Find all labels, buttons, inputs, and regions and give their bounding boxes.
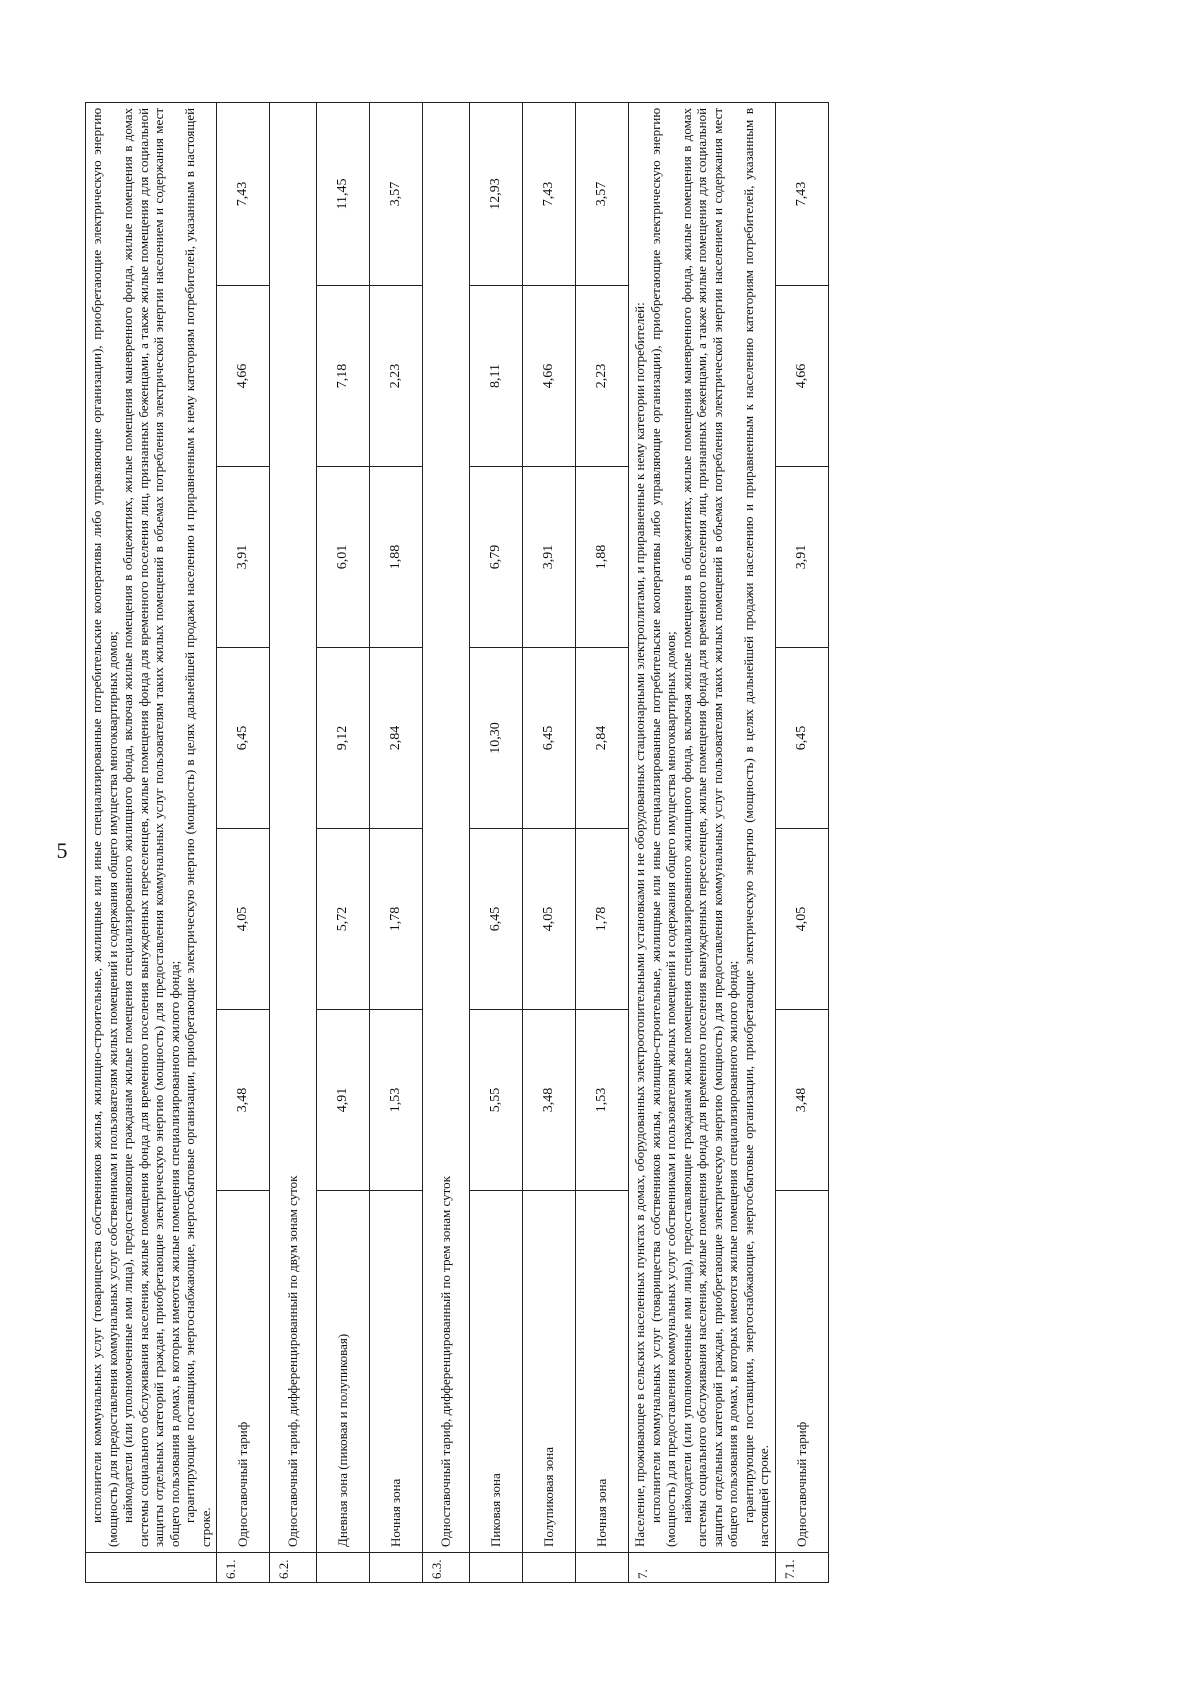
continuation-text xyxy=(86,102,217,1552)
tariff-value: 3,91 xyxy=(775,467,828,648)
tariff-value: 5,55 xyxy=(470,1010,523,1191)
tariff-value: 9,12 xyxy=(317,648,370,829)
table-row xyxy=(576,102,629,1582)
page-number: 5 xyxy=(56,838,68,863)
tariff-value: 3,48 xyxy=(775,1010,828,1191)
paragraph: исполнители коммунальных услуг (товарищества собственников жилья, жилищно-строительные, жилищные или иные специализированные потребительские кооперативы либо управляющие организации), приобретающие электрическую энергию (мощность) для предоставления коммунальных услуг собственникам и пользователям жилых помещений и содержания общего имущества многоквартирных домов; xyxy=(89,107,120,1547)
tariff-name: Пиковая зона xyxy=(470,1191,523,1553)
tariff-value: 1,88 xyxy=(576,467,629,648)
table-row xyxy=(217,102,270,1582)
table-row xyxy=(317,102,370,1582)
table-row xyxy=(775,102,828,1582)
row-number xyxy=(370,1553,423,1583)
tariff-value: 4,66 xyxy=(775,286,828,467)
tariff-value: 6,45 xyxy=(217,648,270,829)
tariff-value: 3,57 xyxy=(370,102,423,285)
tariff-table xyxy=(85,102,829,1583)
table-row xyxy=(270,102,317,1582)
tariff-value: 5,72 xyxy=(317,829,370,1010)
continuation-row xyxy=(86,102,217,1582)
row-number xyxy=(576,1553,629,1583)
row-number: 6.1. xyxy=(217,1553,270,1583)
row-number: 6.3. xyxy=(423,1553,470,1583)
tariff-value: 4,05 xyxy=(523,829,576,1010)
tariff-name: Одноставочный тариф xyxy=(217,1191,270,1553)
table-row xyxy=(423,102,470,1582)
paragraph: наймодатели (или уполномоченные ими лица), предоставляющие гражданам жилые помещения специализированного жилищного фонда, включая жилые помещения в общежитиях, жилые помещения маневренного фонда, жилые помещения в домах системы социального обслуживания населения, жилые помещения фонда для временного поселения вынужденных переселенцев, жилые помещения фонда для временного поселения лиц, признанных беженцами, а также жилые помещения для социальной защиты отдельных категорий граждан, приобретающие электрическую энергию (мощность) для предоставления коммунальных услуг пользователям таких жилых помещений в объемах потребления электрической энергии населением и содержания мест общего пользования в домах, в которых имеются жилые помещения специализированного жилого фонда; xyxy=(678,107,740,1547)
row-number: 6.2. xyxy=(270,1553,317,1583)
tariff-value: 4,66 xyxy=(523,286,576,467)
tariff-value: 7,18 xyxy=(317,286,370,467)
tariff-value: 12,93 xyxy=(470,102,523,285)
row-number xyxy=(86,1553,217,1583)
section-header: Одноставочный тариф, дифференцированный по двум зонам суток xyxy=(270,102,317,1552)
tariff-value: 2,84 xyxy=(576,648,629,829)
tariff-name: Ночная зона xyxy=(370,1191,423,1553)
tariff-table-rotated xyxy=(85,103,829,1583)
tariff-value: 1,78 xyxy=(370,829,423,1010)
tariff-value: 4,66 xyxy=(217,286,270,467)
section-7-row xyxy=(629,102,776,1582)
tariff-value: 1,88 xyxy=(370,467,423,648)
tariff-value: 3,91 xyxy=(523,467,576,648)
tariff-value: 2,84 xyxy=(370,648,423,829)
tariff-value: 6,01 xyxy=(317,467,370,648)
tariff-value: 4,05 xyxy=(775,829,828,1010)
row-number: 7.1. xyxy=(775,1553,828,1583)
tariff-name: Дневная зона (пиковая и полупиковая) xyxy=(317,1191,370,1553)
row-number xyxy=(317,1553,370,1583)
paragraph: Население, проживающее в сельских населенных пунктах в домах, оборудованных электроотопительными установками и не оборудованных стационарными электроплитами, и приравненные к нему категории потребителей: xyxy=(632,302,647,1547)
tariff-name: Полупиковая зона xyxy=(523,1191,576,1553)
row-number xyxy=(470,1553,523,1583)
section-7-text xyxy=(629,102,776,1552)
tariff-value: 1,78 xyxy=(576,829,629,1010)
tariff-value: 6,45 xyxy=(775,648,828,829)
paragraph: гарантирующие поставщики, энергоснабжающие, энергосбытовые организации, приобретающие электрическую энергию (мощность) в целях дальнейшей продажи населению и приравненным к нему категориям потребителей, указанным в настоящей строке. xyxy=(182,107,213,1547)
tariff-name: Ночная зона xyxy=(576,1191,629,1553)
tariff-value: 3,91 xyxy=(217,467,270,648)
row-number: 7. xyxy=(629,1553,776,1583)
tariff-value: 3,48 xyxy=(217,1010,270,1191)
tariff-value: 7,43 xyxy=(775,102,828,285)
table-row xyxy=(523,102,576,1582)
tariff-value: 8,11 xyxy=(470,286,523,467)
tariff-value: 1,53 xyxy=(370,1010,423,1191)
tariff-value: 1,53 xyxy=(576,1010,629,1191)
table-row xyxy=(470,102,523,1582)
tariff-value: 6,79 xyxy=(470,467,523,648)
tariff-value: 11,45 xyxy=(317,102,370,285)
row-number xyxy=(523,1553,576,1583)
section-header: Одноставочный тариф, дифференцированный по трем зонам суток xyxy=(423,102,470,1552)
tariff-value: 3,48 xyxy=(523,1010,576,1191)
tariff-value: 6,45 xyxy=(470,829,523,1010)
tariff-value: 7,43 xyxy=(217,102,270,285)
table-row xyxy=(370,102,423,1582)
paragraph: исполнители коммунальных услуг (товарищества собственников жилья, жилищно-строительные, жилищные или иные специализированные потребительские кооперативы либо управляющие организации), приобретающие электрическую энергию (мощность) для предоставления коммунальных услуг собственникам и пользователям жилых помещений и содержания общего имущества многоквартирных домов; xyxy=(647,107,678,1547)
tariff-value: 6,45 xyxy=(523,648,576,829)
tariff-value: 7,43 xyxy=(523,102,576,285)
tariff-value: 10,30 xyxy=(470,648,523,829)
paragraph: гарантирующие поставщики, энергоснабжающие, энергосбытовые организации, приобретающие электрическую энергию (мощность) в целях дальнейшей продажи населению и приравненным к населению категориям потребителей, указанным в настоящей строке. xyxy=(740,107,771,1547)
tariff-name: Одноставочный тариф xyxy=(775,1191,828,1553)
paragraph: наймодатели (или уполномоченные ими лица), предоставляющие гражданам жилые помещения специализированного жилищного фонда, включая жилые помещения в общежитиях, жилые помещения маневренного фонда, жилые помещения в домах системы социального обслуживания населения, жилые помещения фонда для временного поселения вынужденных переселенцев, жилые помещения фонда для временного поселения лиц, признанных беженцами, а также жилые помещения для социальной защиты отдельных категорий граждан, приобретающие электрическую энергию (мощность) для предоставления коммунальных услуг пользователям таких жилых помещений в объемах потребления электрической энергии населением и содержания мест общего пользования в домах, в которых имеются жилые помещения специализированного жилого фонда; xyxy=(120,107,182,1547)
tariff-value: 4,91 xyxy=(317,1010,370,1191)
tariff-value: 2,23 xyxy=(576,286,629,467)
tariff-value: 4,05 xyxy=(217,829,270,1010)
tariff-value: 3,57 xyxy=(576,102,629,285)
tariff-value: 2,23 xyxy=(370,286,423,467)
